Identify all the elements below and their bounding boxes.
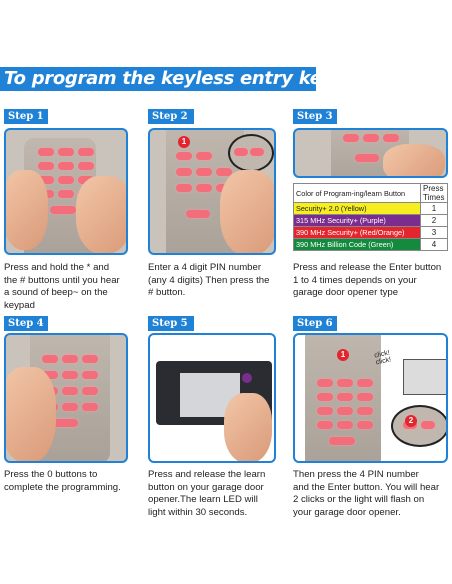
step-4-tag [4, 316, 48, 331]
keypad-key [357, 379, 373, 387]
row-label: Security+ 2.0 (Yellow) [294, 203, 421, 215]
hand [4, 367, 56, 463]
keypad-key [196, 168, 212, 176]
keypad-key [196, 152, 212, 160]
step-2-description [148, 262, 288, 300]
keypad-key [357, 407, 373, 415]
keypad-key [317, 393, 333, 401]
keypad-key [38, 162, 54, 170]
page-title: To program the keyless entry keypad [4, 68, 371, 89]
keypad-key [62, 387, 78, 395]
desc-line: Press and release the Enter button [293, 262, 442, 273]
keypad-key [363, 134, 379, 142]
keypad-key [42, 355, 58, 363]
keypad-key [176, 152, 192, 160]
keypad-key [383, 134, 399, 142]
step-5-label: Step 5 [152, 318, 188, 329]
keypad-key [58, 148, 74, 156]
step-3-image [293, 128, 448, 178]
row-times: 1 [421, 203, 448, 215]
step-1-image [4, 128, 128, 255]
row-times: 4 [421, 239, 448, 251]
table-row [294, 239, 448, 251]
keypad-key [62, 355, 78, 363]
right-hand [76, 176, 128, 254]
desc-line: light within 30 seconds. [148, 506, 248, 518]
table-header-color: Color of Program-ing/learn Button [294, 184, 421, 203]
keypad-key [234, 148, 248, 156]
keypad-key [38, 148, 54, 156]
keypad-key [357, 421, 373, 429]
keypad-key [317, 379, 333, 387]
desc-line: Press and hold the * and [4, 262, 110, 273]
table-row [294, 215, 448, 227]
desc-line: button on your garage door [148, 481, 264, 493]
step-6-description [293, 469, 452, 519]
step-3-description [293, 262, 451, 300]
table-row [294, 227, 448, 239]
garage-opener-icon [403, 359, 447, 395]
keypad-key [337, 421, 353, 429]
keypad-key [82, 387, 98, 395]
keypad-key [343, 134, 359, 142]
keypad-key [82, 371, 98, 379]
row-times: 3 [421, 227, 448, 239]
keypad-key [176, 184, 192, 192]
keypad-key [317, 407, 333, 415]
desc-line: Then press the 4 PIN number [293, 469, 419, 480]
step-3-tag [293, 109, 337, 124]
left-hand [4, 170, 48, 250]
desc-line: Press and release the learn [148, 469, 266, 480]
desc-line: 1 to 4 times depends on your [293, 274, 417, 286]
step-5-image [148, 333, 276, 463]
keypad-key [58, 162, 74, 170]
keypad-key [337, 407, 353, 415]
step-6-image [293, 333, 448, 463]
click-text [374, 350, 392, 367]
step-6-label: Step 6 [297, 318, 333, 329]
desc-line: opener.The learn LED will [148, 494, 258, 505]
keypad-key [58, 176, 74, 184]
desc-line: Press the 0 buttons to [4, 469, 98, 480]
step-6-tag [293, 316, 337, 331]
hand [220, 170, 276, 255]
step-2-label: Step 2 [152, 111, 188, 122]
badge-1: 1 [337, 349, 349, 361]
step-2-tag [148, 109, 194, 124]
click-line: click! [375, 356, 392, 367]
desc-line: Enter a 4 digit PIN number [148, 262, 262, 273]
step-5-description [148, 469, 288, 519]
keypad-key [250, 148, 264, 156]
step-3-label: Step 3 [297, 111, 333, 122]
keypad-key [317, 421, 333, 429]
keypad-key [196, 184, 212, 192]
enter-key [329, 437, 355, 445]
desc-line: the # buttons until you hear [4, 274, 120, 286]
title-banner [0, 67, 371, 91]
step-4-label: Step 4 [8, 318, 44, 329]
click-line: click! [373, 349, 391, 360]
keypad-key [82, 355, 98, 363]
hand [383, 144, 445, 178]
button-color-table [293, 183, 448, 251]
table-header-press: Press Times [421, 184, 448, 203]
step-4-image [4, 333, 128, 463]
row-times: 2 [421, 215, 448, 227]
zoom-circle [391, 405, 448, 447]
badge-1: 1 [178, 136, 190, 148]
zoom-circle [228, 134, 274, 172]
keypad-key [421, 421, 435, 429]
keypad-key [62, 403, 78, 411]
keypad-key [176, 168, 192, 176]
step-1-label: Step 1 [8, 111, 44, 122]
desc-line: your garage door opener. [293, 506, 401, 518]
learn-button [242, 373, 252, 383]
row-label: 315 MHz Security+ (Purple) [294, 215, 421, 227]
desc-line: 2 clicks or the light will flash on [293, 494, 425, 505]
step-1-description [4, 262, 144, 312]
desc-line: keypad [4, 299, 35, 311]
desc-line: a sound of beep~ on the [4, 287, 108, 298]
step-5-tag [148, 316, 194, 331]
keypad-key [78, 162, 94, 170]
desc-line: # button. [148, 287, 186, 298]
keypad-key [337, 393, 353, 401]
enter-key [50, 206, 76, 214]
step-2-image [148, 128, 276, 255]
desc-line: (any 4 digits) Then press the [148, 274, 270, 286]
hand [224, 393, 272, 463]
keypad-key [337, 379, 353, 387]
step-1-tag [4, 109, 48, 124]
table-row [294, 203, 448, 215]
keypad-key [82, 403, 98, 411]
step-4-description [4, 469, 144, 494]
keypad-key [78, 148, 94, 156]
desc-line: garage door opener type [293, 287, 399, 298]
keypad-key [58, 190, 74, 198]
badge-2: 2 [405, 415, 417, 427]
desc-line: and the Enter button. You will hear [293, 481, 440, 493]
enter-key [186, 210, 210, 218]
enter-key [355, 154, 379, 162]
row-label: 390 MHz Billion Code (Green) [294, 239, 421, 251]
desc-line: complete the programming. [4, 481, 121, 493]
keypad-key [357, 393, 373, 401]
keypad-key [62, 371, 78, 379]
row-label: 390 MHz Security+ (Red/Orange) [294, 227, 421, 239]
